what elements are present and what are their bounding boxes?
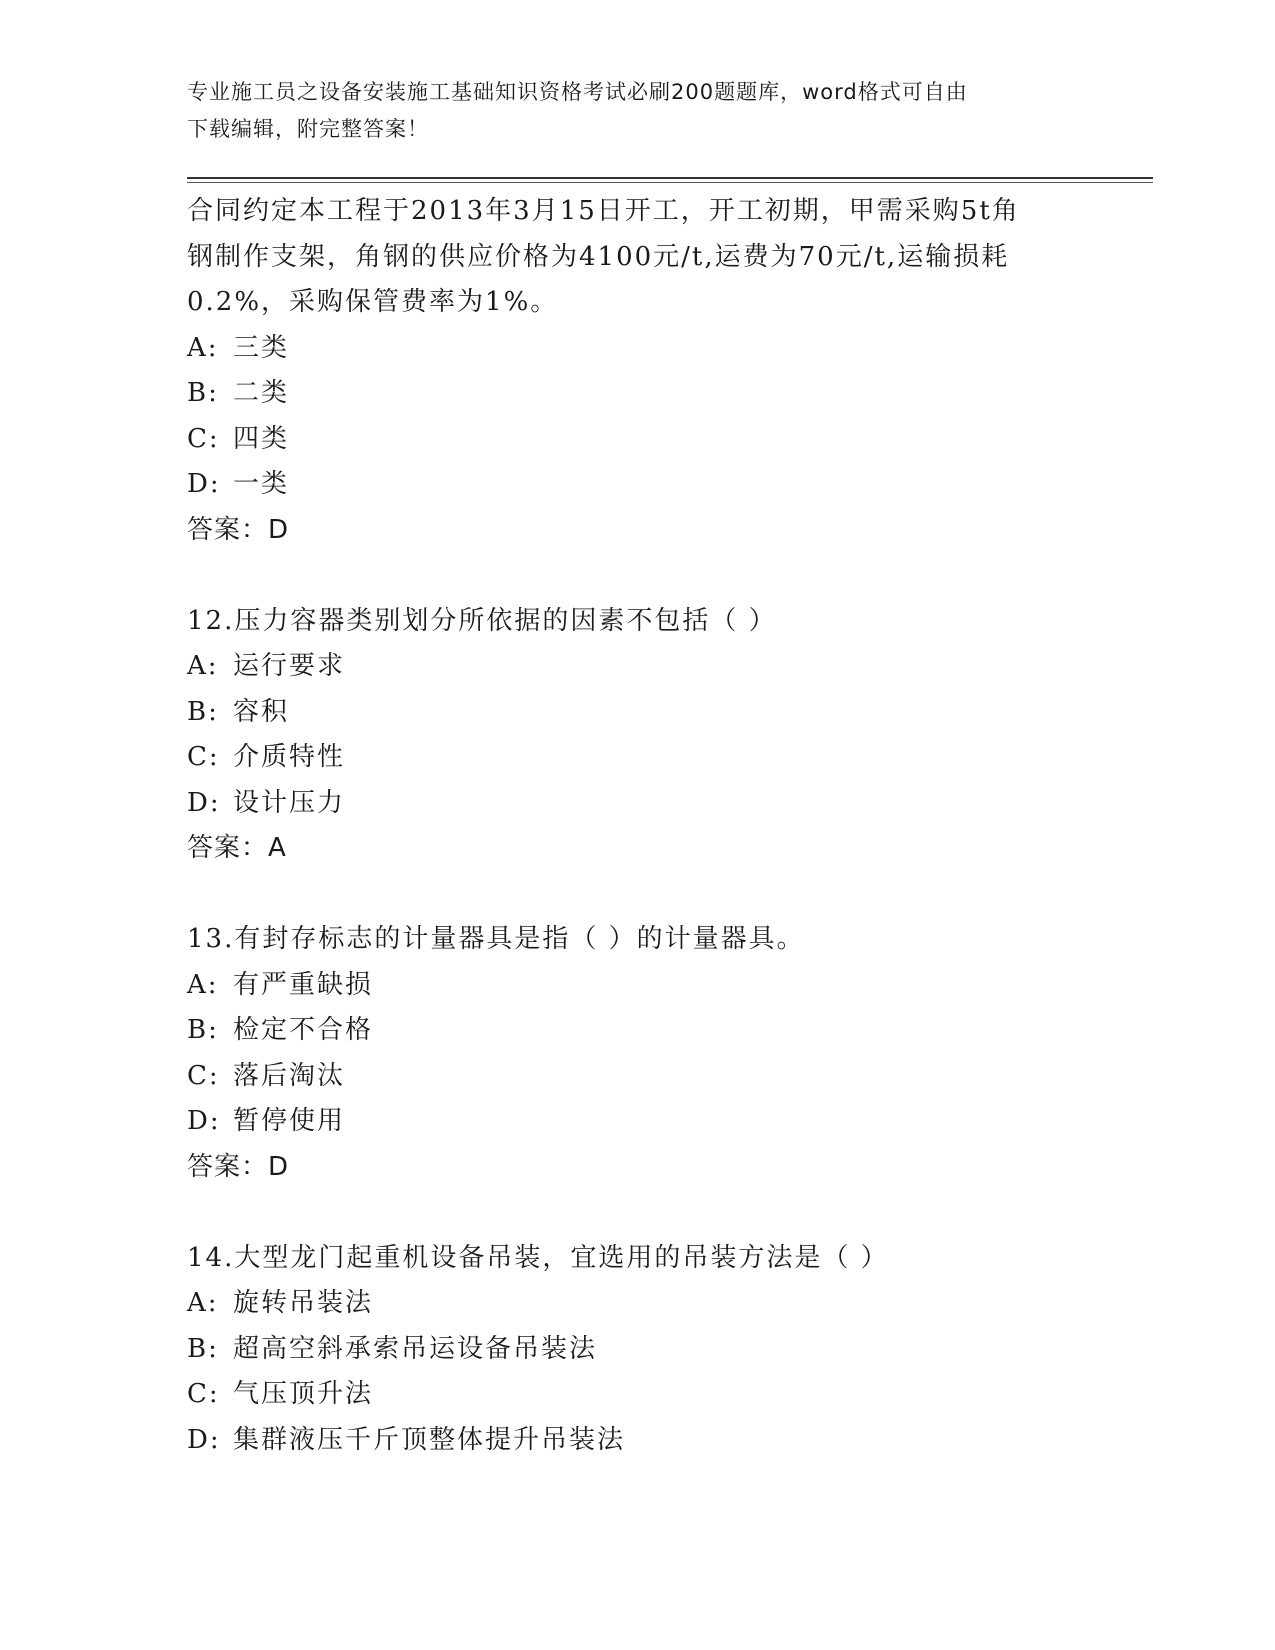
option-letter: C: — [187, 423, 220, 454]
option-c — [187, 1054, 1087, 1100]
option-letter: B: — [187, 1333, 219, 1364]
option-d — [187, 1099, 1087, 1145]
spacer — [187, 1190, 1087, 1236]
option-text: 介质特性 — [233, 742, 346, 772]
option-text: 暂停使用 — [233, 1106, 346, 1136]
option-b — [187, 1008, 1087, 1054]
option-letter: A: — [187, 969, 219, 1000]
option-text: 落后淘汰 — [233, 1060, 346, 1091]
option-c — [187, 735, 1087, 781]
answer-line: 答案：D — [187, 1151, 290, 1182]
option-text: 集群液压千斤顶整体提升吊装法 — [233, 1424, 626, 1455]
option-text: 二类 — [233, 378, 290, 408]
option-b — [187, 690, 1087, 736]
option-text: 超高空斜承索吊运设备吊装法 — [233, 1333, 598, 1364]
option-a — [187, 963, 1087, 1009]
option-letter: D: — [187, 469, 221, 499]
option-d — [187, 1418, 1087, 1464]
option-a — [187, 1281, 1087, 1327]
option-letter: D: — [187, 787, 221, 818]
option-text: 三类 — [233, 332, 290, 363]
option-text: 容积 — [233, 696, 290, 727]
option-b — [187, 1327, 1087, 1373]
option-text: 检定不合格 — [233, 1015, 374, 1045]
option-text: 气压顶升法 — [233, 1379, 374, 1409]
spacer — [187, 553, 1087, 599]
option-c — [187, 417, 1087, 463]
option-letter: A: — [187, 651, 219, 681]
option-text: 设计压力 — [233, 787, 346, 818]
option-d — [187, 462, 1087, 508]
header-line-1: 专业施工员之设备安装施工基础知识资格考试必刷200题题库，word格式可自由 — [187, 80, 968, 104]
question-text: 13.有封存标志的计量器具是指（ ）的计量器具。 — [187, 924, 805, 954]
option-c — [187, 1372, 1087, 1418]
question-11 — [187, 189, 1087, 553]
header-divider-thick — [187, 177, 1153, 179]
answer-line: 答案：D — [187, 514, 290, 545]
header-divider-thin — [187, 182, 1153, 183]
question-13 — [187, 917, 1087, 1190]
question-text: 14.大型龙门起重机设备吊装，宜选用的吊装方法是（ ） — [187, 1242, 889, 1273]
option-b — [187, 371, 1087, 417]
option-letter: A: — [187, 1288, 219, 1318]
question-text-line: 0.2%，采购保管费率为1%。 — [187, 287, 559, 317]
option-d — [187, 781, 1087, 827]
question-14 — [187, 1236, 1087, 1464]
option-letter: C: — [187, 1060, 220, 1091]
answer-line: 答案：A — [187, 833, 287, 863]
document-header — [187, 74, 1087, 148]
option-letter: B: — [187, 378, 219, 408]
option-letter: C: — [187, 1379, 220, 1409]
option-text: 运行要求 — [233, 651, 346, 681]
option-letter: D: — [187, 1424, 221, 1455]
option-letter: C: — [187, 742, 220, 772]
option-text: 一类 — [233, 469, 290, 499]
document-body — [187, 189, 1087, 1463]
option-text: 四类 — [233, 423, 290, 454]
option-letter: D: — [187, 1106, 221, 1136]
spacer — [187, 872, 1087, 918]
question-text: 12.压力容器类别划分所依据的因素不包括（ ） — [187, 605, 777, 636]
option-text: 有严重缺损 — [233, 969, 374, 1000]
option-letter: B: — [187, 1015, 219, 1045]
option-a — [187, 326, 1087, 372]
question-12 — [187, 599, 1087, 872]
option-letter: B: — [187, 696, 219, 727]
option-letter: A: — [187, 332, 219, 363]
header-line-2: 下载编辑，附完整答案！ — [187, 117, 429, 141]
option-text: 旋转吊装法 — [233, 1288, 374, 1318]
question-text-line: 钢制作支架，角钢的供应价格为4100元/t,运费为70元/t,运输损耗 — [187, 241, 1010, 272]
question-text-line: 合同约定本工程于2013年3月15日开工，开工初期，甲需采购5t角 — [187, 196, 1020, 226]
option-a — [187, 644, 1087, 690]
